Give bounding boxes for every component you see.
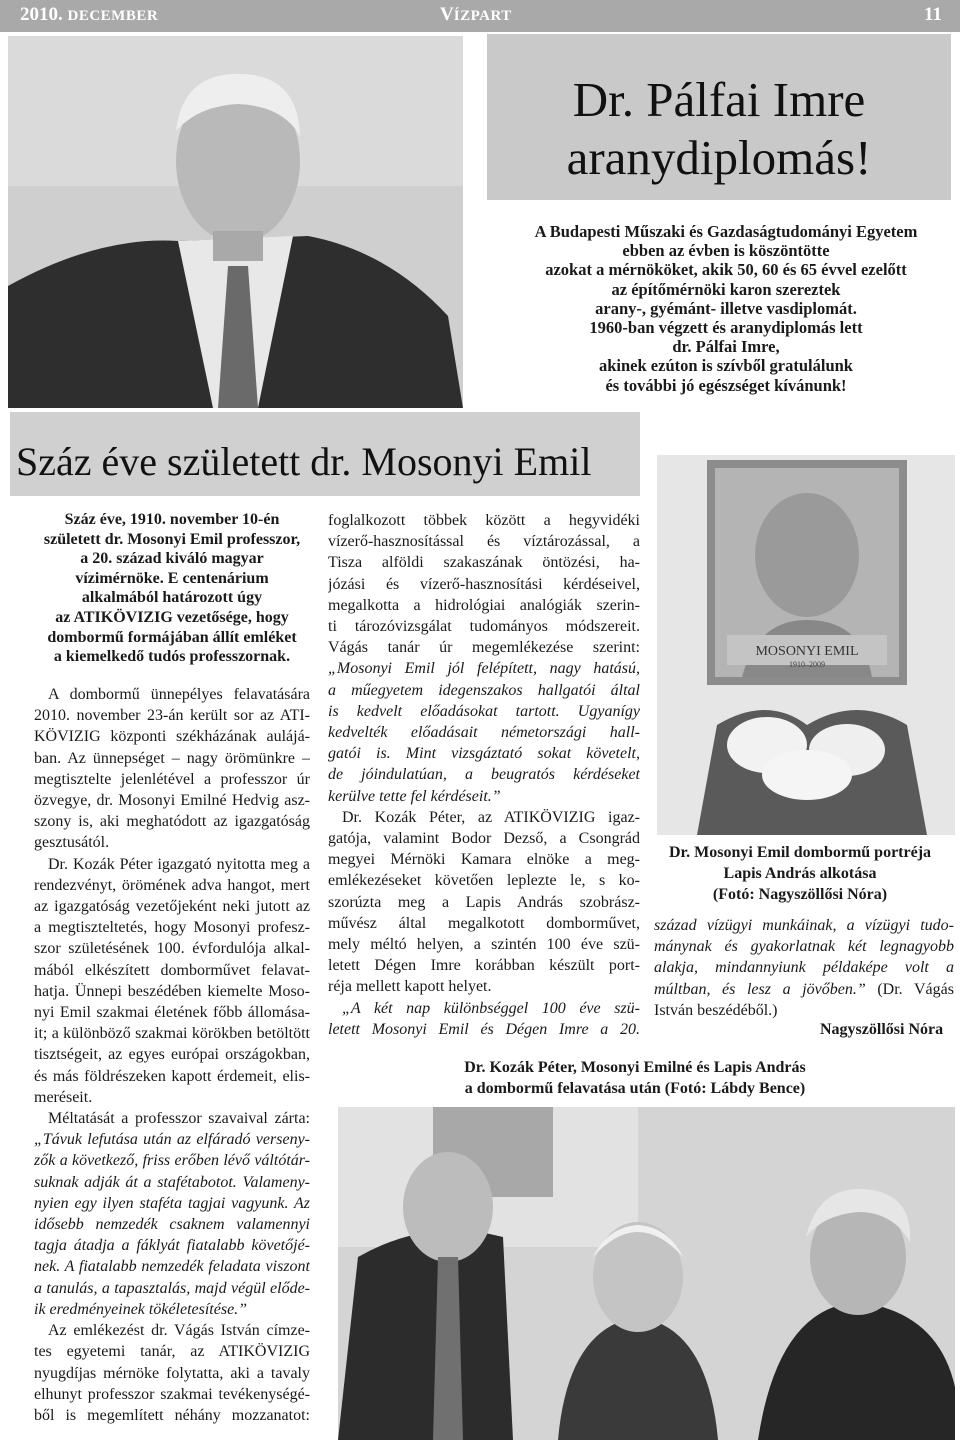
text-line: Vágás tanár úr megemlékezése szerint: <box>328 639 640 657</box>
text-line: idősebb nemzedék csaknem valamennyi <box>34 1216 310 1234</box>
text-line: réja mellett kapott helyet. <box>328 978 492 996</box>
text-line: „Mosonyi Emil jól felépített, nagy hatású, <box>328 660 640 678</box>
text-line: vízerő-hasznosítással és víztározással, a <box>328 533 640 551</box>
text-line: meréseit. <box>34 1088 93 1106</box>
text-line: század vízügyi munkáinak, a vízügyi tudo- <box>654 917 954 934</box>
text-line: Méltatását a professzor szavaival zárta: <box>48 1110 310 1128</box>
article-title-line2: aranydiplomás! <box>566 130 872 185</box>
section-title: Száz éve született dr. Mosonyi Emil <box>16 439 592 484</box>
text-line: megtisztelte jelenlétével a professzor úr <box>34 770 310 788</box>
group-photo-caption: Dr. Kozák Péter, Mosonyi Emilné és Lapis András a dombormű felavatása után (Fotó: Lábdy Bence) <box>464 1059 806 1098</box>
text-line: István beszédéből.) <box>654 1001 778 1019</box>
text-line: is kedvelt előadásokat tartott. Ugyanígy <box>328 702 640 720</box>
text-line: a megtiszteltetés, hogy Mosonyi profesz- <box>34 919 310 937</box>
text-line: józási és vízerő-hasznosítási kérdéseivel, <box>328 575 640 593</box>
text-line: gatói is. Mint vizsgáztató sokat követelt, <box>328 745 640 763</box>
text-line: szorúzta meg a Lapis András szobrász- <box>328 893 640 911</box>
text-line: A dombormű ünnepélyes felavatására <box>48 686 310 703</box>
text-line: Dr. Kozák Péter, az ATIKÖVIZIG igaz- <box>342 808 640 826</box>
text-line: az igazgatóság vezetőjeként neki jutott az <box>34 898 310 916</box>
text-line: Tisza alföldi szakaszának öntözési, ha- <box>328 554 640 572</box>
text-line: és más földrészeken kapott érdemeit, elis- <box>34 1067 310 1085</box>
text-line: ti tározóvizsgálat tudományos módszereit. <box>328 618 640 636</box>
article-title-line1: Dr. Pálfai Imre <box>572 72 866 127</box>
text-line: a tanulás, a tapasztalás, majd végül elődе- <box>34 1279 310 1297</box>
header-date: 2010. DECEMBER <box>20 4 159 25</box>
article-column-1 <box>34 684 310 1426</box>
text-line: mely méltó helyen, a szintén 100 éve szü- <box>328 936 640 954</box>
text-line: nyien egy ilyen staféta tagjai vagyunk. Az <box>34 1194 310 1212</box>
text-line: tisztségeit, az egyes európai országokban, <box>34 1046 310 1064</box>
text-line: „Távuk lefutása után az elfáradó verseny- <box>34 1131 310 1149</box>
text-line: suknak adják át a stafétabotot. Valameny- <box>34 1173 310 1191</box>
text-line: gatója, valamint Bodor Dezső, a Csongrád <box>328 830 640 848</box>
text-line: szony is, aki meghatódott az igazgatóság <box>34 813 310 831</box>
text-line: Az emlékezést dr. Vágás István címze- <box>48 1322 310 1340</box>
header-magazine-name: VÍZPART <box>440 4 512 25</box>
palfai-intro-text: A Budapesti Műszaki és Gazdaságtudományi Egyetem ebben az évben is köszöntötte azokat a mérnököket, akik 50, 60 és 65 évvel ezelőtt az építőmérnöki karon szereztek arany-, gyémánt- illetve vasdiplomát. 1960-ban végzett és aranydiplomás lett dr. Pálfai Imre, akinek ezúton is szívből gratulálunk és további jó egészséget kívánunk! <box>534 222 918 395</box>
text-line: hatja. Ünnepi beszédében kiemelte Moso- <box>34 982 310 1000</box>
text-line: nyi Emil szakmai életének főbb állomása- <box>34 1004 310 1022</box>
text-line: nek. A fiatalabb nemzedék feladata viszont <box>34 1258 310 1276</box>
text-line: KÖVIZIG központi székházának aulájá- <box>34 728 310 746</box>
text-line: a műegyetem idegenszakos hallgatói által <box>328 681 640 699</box>
text-line: gesztusától. <box>34 834 110 852</box>
text-line: zők a következő, friss erőben lévő váltótár- <box>34 1152 310 1170</box>
text-line: tagja átadja a fáklyát fiatalabb követőjé- <box>34 1237 310 1255</box>
text-line: letett Dégen Imre korábban készült port- <box>328 957 640 975</box>
text-line: megalkotta a hidrológiai analógiák szerin- <box>328 596 640 614</box>
article-column-2 <box>328 510 640 1040</box>
text-line: özvegye, dr. Mosonyi Emilné Hedvig asz- <box>34 792 310 810</box>
relief-plaque-label: MOSONYI EMIL <box>755 644 859 659</box>
photo-mosonyi-relief <box>657 455 955 835</box>
text-line: Dr. Kozák Péter igazgató nyitotta meg a <box>48 855 310 873</box>
text-line: letett Mosonyi Emil és Dégen Imre a 20. <box>328 1020 640 1038</box>
photo-group-inauguration <box>338 1107 955 1440</box>
text-line: ban. Az ünnepséget – nagy örömünkre – <box>34 749 310 767</box>
header-page-number: 11 <box>924 4 942 25</box>
mosonyi-lead-text: Száz éve, 1910. november 10-én született dr. Mosonyi Emil professzor, a 20. század kiváló magyar vízimérnöke. E centenárium alkalmából határozott úgy az ATIKÖVIZIG vezetősége, hogy dombormű formájában állít emléket a kiemelkedő tudós professzornak. <box>43 511 301 666</box>
text-line: tes egyetemi tanár, az ATIKÖVIZIG <box>34 1343 310 1361</box>
text-line: 2010. november 23-án került sor az ATI- <box>34 707 310 725</box>
article-title-box <box>487 34 951 200</box>
text-line: kerülve tette fel kérdéseit.” <box>328 787 501 805</box>
text-line: mából elkészített domborművet felavat- <box>34 961 310 979</box>
text-line: megyei Mérnöki Kamara elnöke a meg- <box>328 851 640 869</box>
text-line: „A két nap különbséggel 100 éve szü- <box>342 999 640 1017</box>
text-line: it; a különböző szakmai körökben betöltött <box>34 1025 310 1043</box>
text-line: emlékezéseket követően leplezte le, s ko- <box>328 872 640 890</box>
author-signature: Nagyszöllősi Nóra <box>820 1021 944 1038</box>
relief-caption: Dr. Mosonyi Emil dombormű portréja Lapis András alkotása (Fotó: Nagyszöllősi Nóra) <box>668 844 932 904</box>
text-line: foglalkozott többek között a hegyvidéki <box>328 512 640 529</box>
photo-palfai-imre <box>8 36 463 408</box>
text-line: de jóindulatúan, a beugratós kérdéseket <box>328 766 640 784</box>
text-line: alakja, mindannyiunk példaképe volt a <box>654 959 954 977</box>
relief-plaque-years: 1910–2009 <box>789 660 825 669</box>
text-line: rendezvényt, örömének adva hangot, mert <box>34 876 310 894</box>
text-line: mánynak és gyakorlatnak két legnagyobb <box>654 938 954 956</box>
article-column-3 <box>654 915 954 1021</box>
text-line: szor születésének 100. évfordulója alkal- <box>34 940 310 958</box>
text-line: múltban, és lesz a jövőben.” (Dr. Vágás <box>654 980 954 998</box>
text-line: ik eredményeinek tökéletesítése.” <box>34 1300 248 1318</box>
text-line: elhunyt professzor szakmai tevékenységé- <box>34 1385 310 1403</box>
text-line: művész által megalkotott domborművet, <box>328 914 640 932</box>
text-line: nyugdíjas mérnöke folytatta, aki a tavaly <box>34 1364 310 1382</box>
text-line: kedvelték előadásait németországi hall- <box>328 724 640 742</box>
text-line: ből is megemlített néhány mozzanatot: <box>34 1406 310 1424</box>
